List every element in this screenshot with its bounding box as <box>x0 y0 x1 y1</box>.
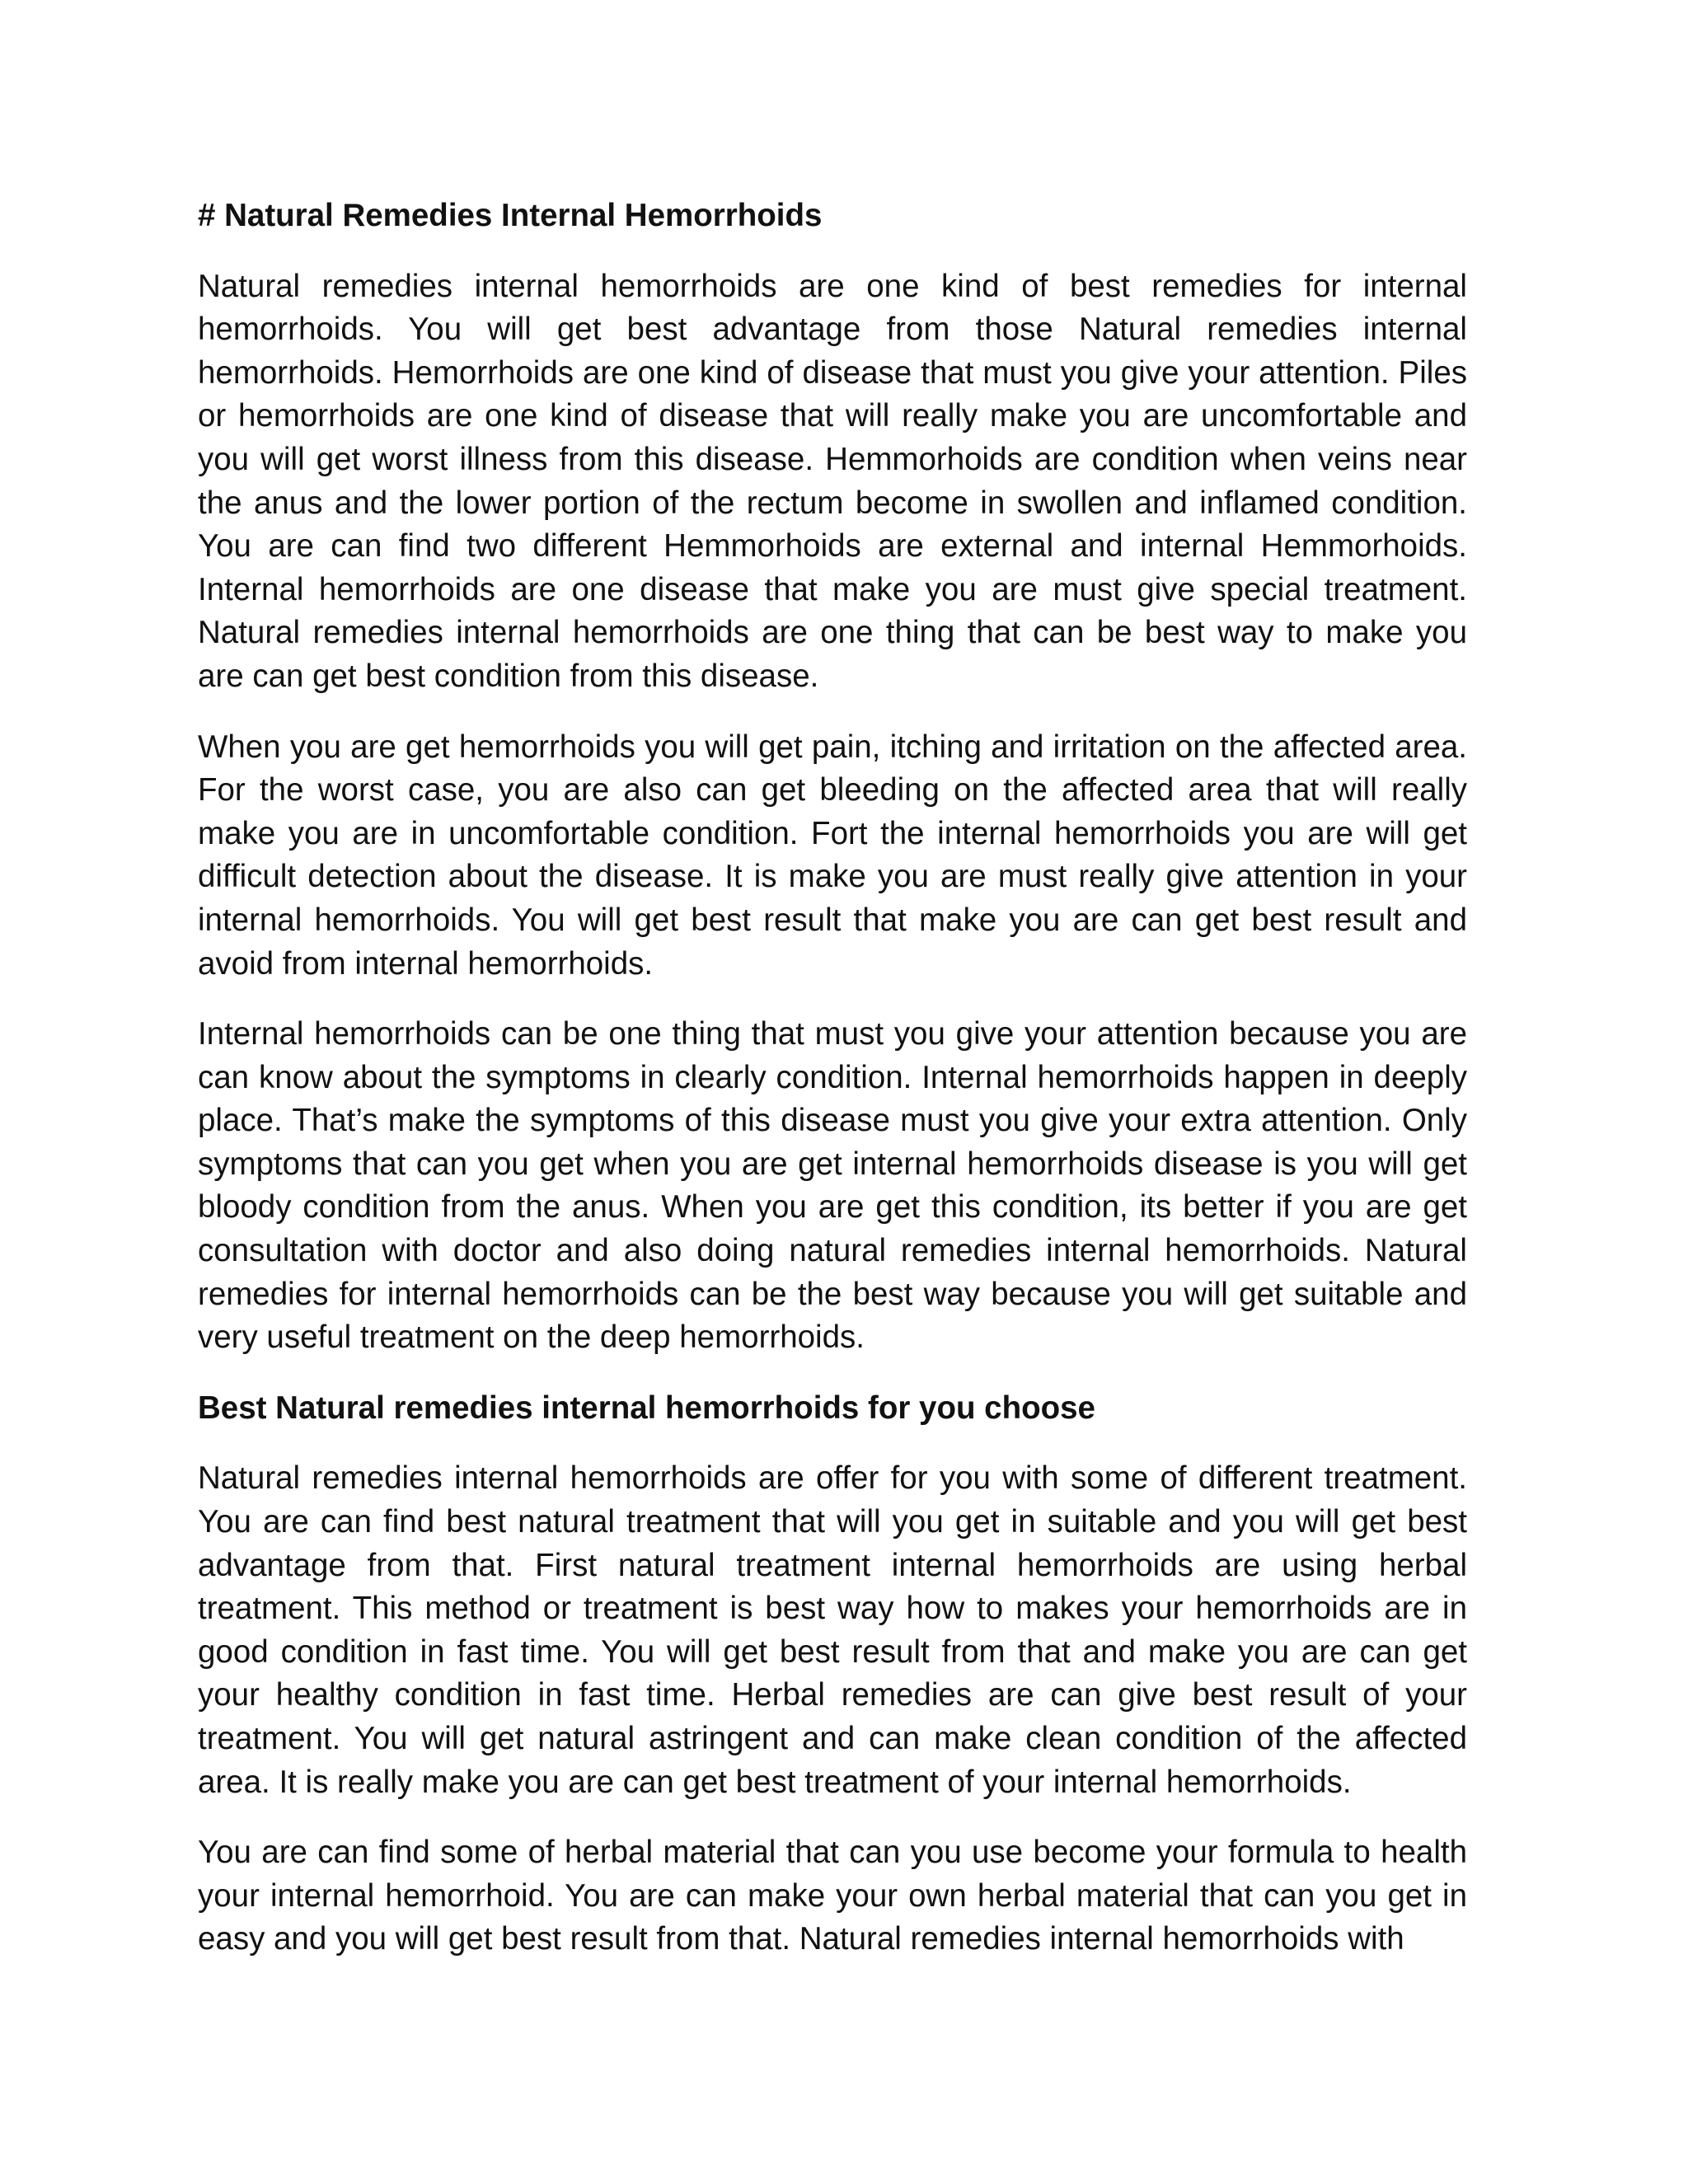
section-heading: Best Natural remedies internal hemorrhoids for you choose <box>198 1390 1095 1426</box>
paragraph-symptoms: When you are get hemorrhoids you will get pain, itching and irritation on the affected area. For the worst case, you are also can get bleeding on the affected area that will really make you are in uncomfortable condition. Fort the internal hemorrhoids you are will get difficult detection about the disease. It is make you are must really give attention in your internal hemorrhoids. You will get best result that make you are can get best result and avoid from internal hemorrhoids. <box>198 729 1467 982</box>
paragraph-herbal: You are can find some of herbal material that can you use become your formula to health your internal hemorrhoid. You are can make your own herbal material that can you get in easy and you will get best result from that. Natural remedies internal hemorrhoids with <box>198 1835 1467 1957</box>
paragraph-intro: Natural remedies internal hemorrhoids are one kind of best remedies for internal hemorrhoids. You will get best advantage from those Natural remedies internal hemorrhoids. Hemorrhoids are one kind of disease that must you give your attention. Piles or hemorrhoids are one kind of disease that will really make you are uncomfortable and you will get worst illness from this disease. Hemmorhoids are condition when veins near the anus and the lower portion of the rectum become in swollen and inflamed condition. You are can find two different Hemmorhoids are external and internal Hemmorhoids. Internal hemorrhoids are one disease that make you are must give special treatment. Natural remedies internal hemorrhoids are one thing that can be best way to make you are can get best condition from this disease. <box>198 268 1467 694</box>
paragraph-treatment: Natural remedies internal hemorrhoids are offer for you with some of different treatment. You are can find best natural treatment that will you get in suitable and you will get best advantage from that. First natural treatment internal hemorrhoids are using herbal treatment. This method or treatment is best way how to makes your hemorrhoids are in good condition in fast time. You will get best result from that and make you are can get your healthy condition in fast time. Herbal remedies are can give best result of your treatment. You will get natural astringent and can make clean condition of the affected area. It is really make you are can get best treatment of your internal hemorrhoids. <box>198 1460 1467 1800</box>
document-title: # Natural Remedies Internal Hemorrhoids <box>198 198 823 233</box>
document-body <box>198 194 1467 1961</box>
paragraph-internal: Internal hemorrhoids can be one thing that must you give your attention because you are can know about the symptoms in clearly condition. Internal hemorrhoids happen in deeply place. That’s make the symptoms of this disease must you give your extra attention. Only symptoms that can you get when you are get internal hemorrhoids disease is you will get bloody condition from the anus. When you are get this condition, its better if you are get consultation with doctor and also doing natural remedies internal hemorrhoids. Natural remedies for internal hemorrhoids can be the best way because you will get suitable and very useful treatment on the deep hemorrhoids. <box>198 1016 1467 1356</box>
